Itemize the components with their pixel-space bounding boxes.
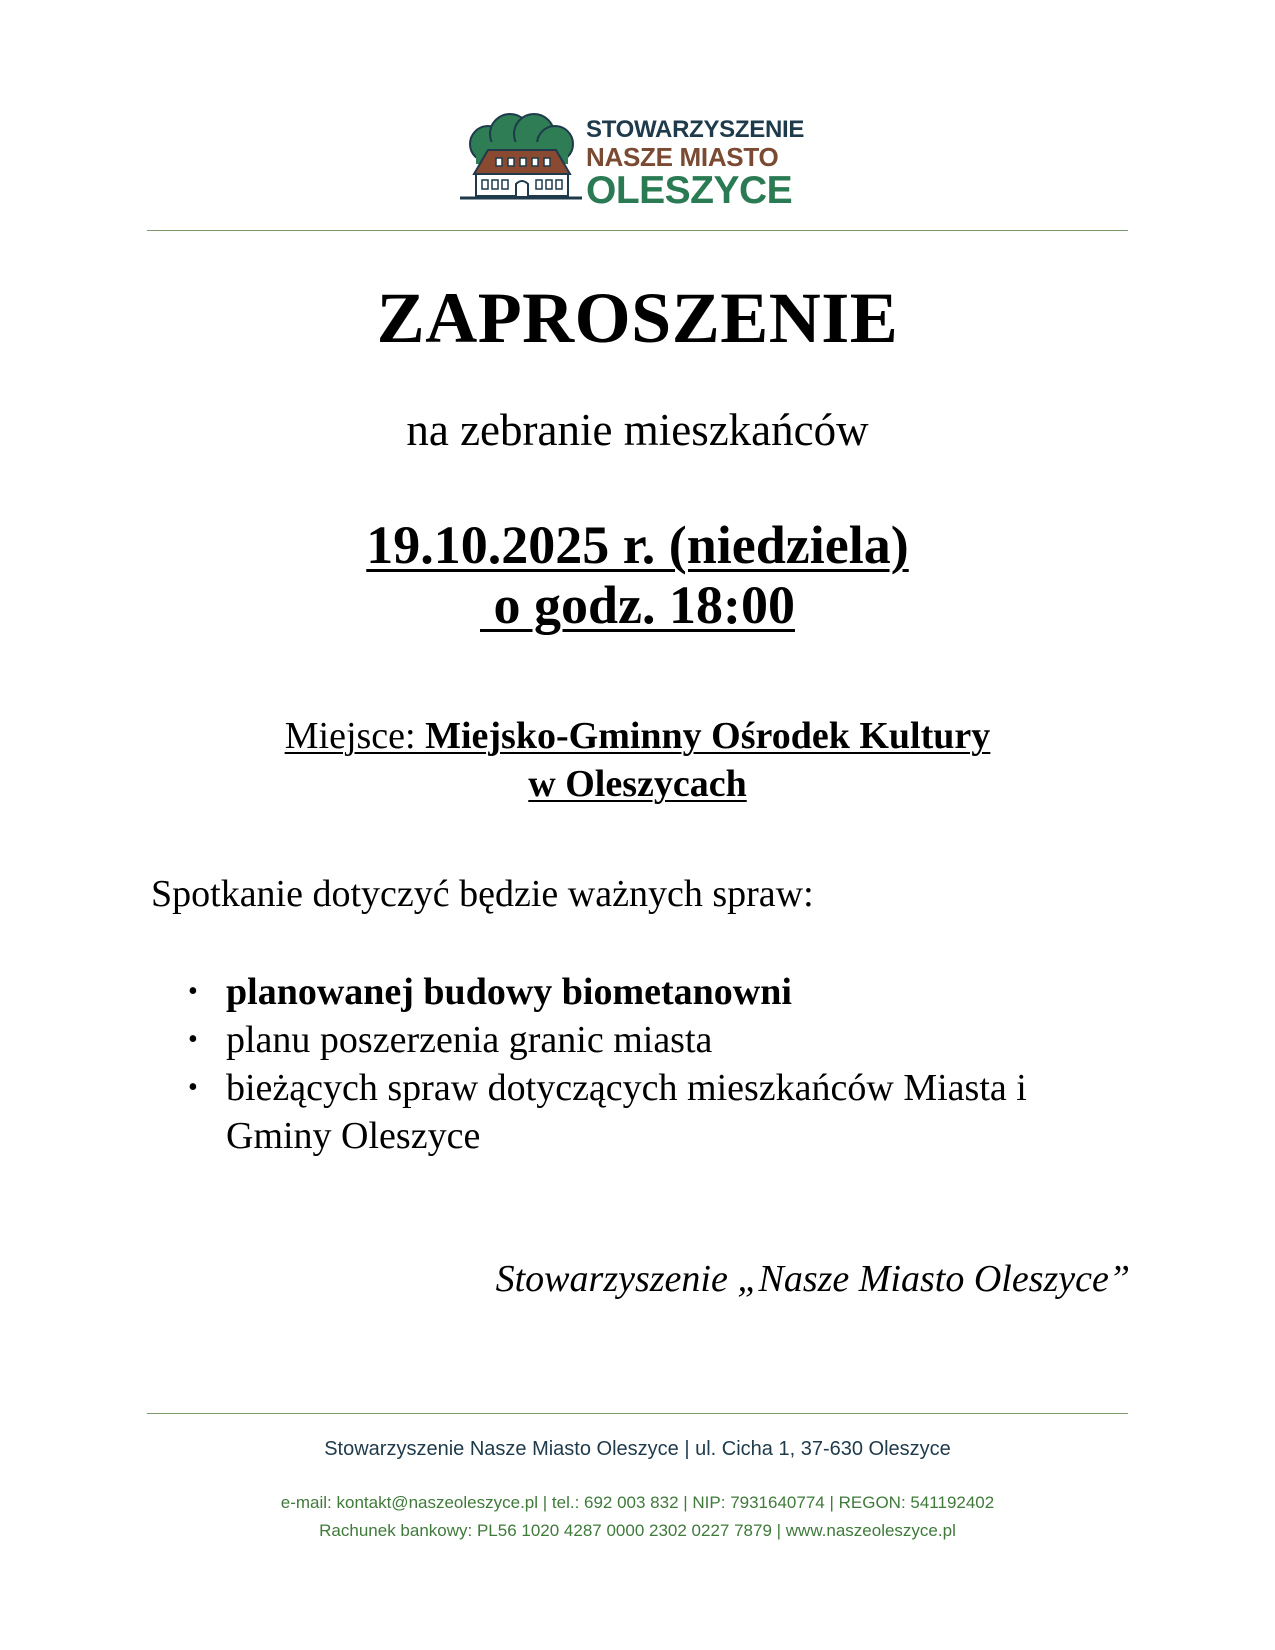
agenda-item-3: bieżących spraw dotyczących mieszkańców Miasta i Gminy Oleszyce (226, 1067, 1027, 1157)
agenda-item-2: planu poszerzenia granic miasta (226, 1019, 713, 1061)
footer-contact: e-mail: kontakt@naszeoleszyce.pl | tel.: 692 003 832 | NIP: 7931640774 | REGON: 541192402 (280, 1493, 995, 1512)
bullet-icon: • (188, 1072, 198, 1103)
place-name-line-2: w Oleszycach (528, 763, 747, 805)
manor-house-with-trees-icon (458, 112, 584, 208)
signature: Stowarzyszenie „Nasze Miasto Oleszyce” (495, 1258, 1130, 1300)
list-item (186, 968, 1126, 1016)
footer-bank-account: Rachunek bankowy: PL56 1020 4287 0000 2302 0227 7879 | www.naszeoleszyce.pl (319, 1521, 956, 1540)
logo-line-1: STOWARZYSZENIE (586, 116, 805, 143)
meeting-date: 19.10.2025 r. (niedziela) (366, 515, 909, 575)
logo-line-2: NASZE MIASTO (586, 142, 779, 172)
association-logo (458, 112, 818, 212)
invitation-subtitle: na zebranie mieszkańców (406, 405, 869, 455)
agenda-list (186, 968, 1126, 1160)
place-label: Miejsce: (284, 715, 426, 757)
invitation-title: ZAPROSZENIE (376, 278, 899, 358)
logo-wordmark (586, 118, 804, 210)
place-name-line-1: Miejsko-Gminny Ośrodek Kultury (425, 715, 991, 757)
agenda-intro: Spotkanie dotyczyć będzie ważnych spraw: (151, 873, 814, 915)
footer-divider (147, 1413, 1128, 1414)
meeting-time: o godz. 18:00 (480, 575, 795, 635)
footer-address: Stowarzyszenie Nasze Miasto Oleszyce | ul. Cicha 1, 37-630 Oleszyce (324, 1438, 951, 1460)
bullet-icon: • (188, 1024, 198, 1055)
place-line-1 (285, 715, 990, 757)
agenda-item-1: planowanej budowy biometanowni (226, 971, 792, 1013)
meeting-place-block (0, 712, 1275, 808)
list-item (186, 1064, 1126, 1160)
bullet-icon: • (188, 976, 198, 1007)
logo-line-3: OLESZYCE (586, 169, 793, 212)
header-divider (147, 230, 1128, 231)
meeting-date-block (0, 515, 1275, 635)
list-item (186, 1016, 1126, 1064)
